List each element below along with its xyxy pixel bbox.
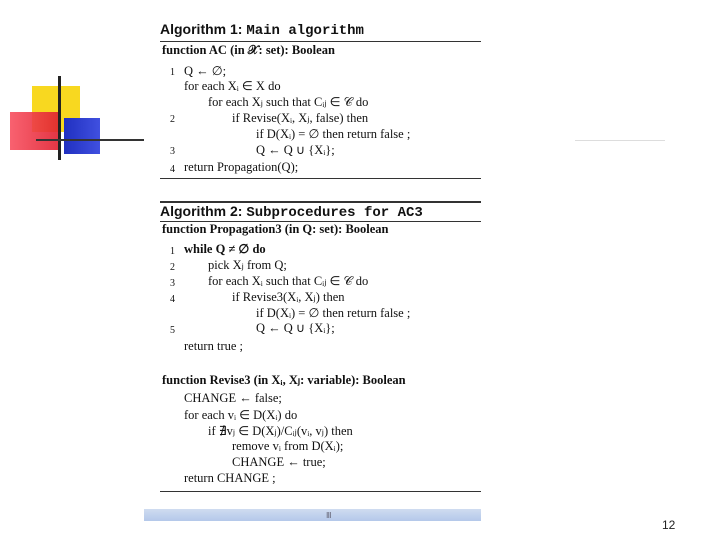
algorithm-image — [144, 14, 481, 524]
algo2-line: function Propagation3 (in Q: set): Boolean — [162, 222, 389, 236]
algo1-bottom-rule — [160, 178, 481, 179]
algo2-line-num: 5 — [170, 325, 175, 336]
algo2-line: return true ; — [184, 339, 244, 353]
algo2-title — [160, 203, 481, 221]
algo2-line: Q ← Q ∪ {Xᵢ}; — [256, 321, 335, 335]
algo1-line: return Propagation(Q); — [184, 160, 299, 174]
decor-blue-square — [64, 118, 100, 154]
algo2-line-num: 1 — [170, 246, 175, 257]
algo2-line: CHANGE ← false; — [184, 391, 282, 405]
algo1-line-num: 3 — [170, 146, 175, 157]
algo2-line: pick Xⱼ from Q; — [208, 258, 287, 272]
page-number: 12 — [662, 518, 676, 532]
algo2-line-num: 4 — [170, 294, 175, 305]
algo1-line: Q ← Q ∪ {Xᵢ}; — [256, 143, 335, 157]
algo1-title-name: Main algorithm — [246, 23, 364, 39]
decor-faint-line — [575, 140, 665, 141]
algo2-line: function Revise3 (in Xᵢ, Xⱼ: variable): Boolean — [162, 373, 406, 387]
algo1-top-rule — [160, 41, 481, 42]
algo1-title-label: Algorithm 1: — [160, 21, 243, 37]
algo1-line-num: 2 — [170, 114, 175, 125]
algo1-line: for each Xⱼ such that Cᵢⱼ ∈ 𝒞 do — [208, 95, 369, 109]
algo2-line: for each vᵢ ∈ D(Xᵢ) do — [184, 408, 298, 422]
algo1-line-num: 4 — [170, 164, 175, 175]
decor-red-square — [10, 112, 58, 150]
algo2-line: remove vᵢ from D(Xᵢ); — [232, 439, 344, 453]
algo2-line-num: 2 — [170, 262, 175, 273]
algo1-line: function AC (in 𝒳: set): Boolean — [162, 43, 335, 57]
algo2-title-label: Algorithm 2: — [160, 203, 243, 219]
algo1-line-num: 1 — [170, 67, 175, 78]
algo2-line: CHANGE ← true; — [232, 455, 326, 469]
decor-vertical-line — [58, 76, 61, 160]
algo2-line-num: 3 — [170, 278, 175, 289]
algo2-line: if ∄vⱼ ∈ D(Xⱼ)/Cᵢⱼ(vᵢ, vⱼ) then — [208, 424, 353, 438]
algo2-line: for each Xᵢ such that Cᵢⱼ ∈ 𝒞 do — [208, 274, 369, 288]
algo1-line: if Revise(Xᵢ, Xⱼ, false) then — [232, 111, 369, 125]
decor-horizontal-line — [36, 139, 146, 141]
algo2-line: if Revise3(Xᵢ, Xⱼ) then — [232, 290, 345, 304]
algo1-line: Q ← ∅; — [184, 64, 227, 78]
scroll-grip-icon[interactable]: Ⅲ — [326, 511, 332, 520]
algo1-line: for each Xᵢ ∈ X do — [184, 79, 281, 93]
algo2-title-name: Subprocedures for AC3 — [246, 205, 423, 221]
algo2-line: while Q ≠ ∅ do — [184, 242, 266, 256]
algo1-title — [160, 21, 481, 39]
algo2-line: return CHANGE ; — [184, 471, 276, 485]
algo1-line: if D(Xᵢ) = ∅ then return false ; — [256, 127, 411, 141]
algo2-line: if D(Xᵢ) = ∅ then return false ; — [256, 306, 411, 320]
algo2-bottom-rule — [160, 491, 481, 492]
horizontal-scrollbar[interactable] — [144, 509, 481, 521]
